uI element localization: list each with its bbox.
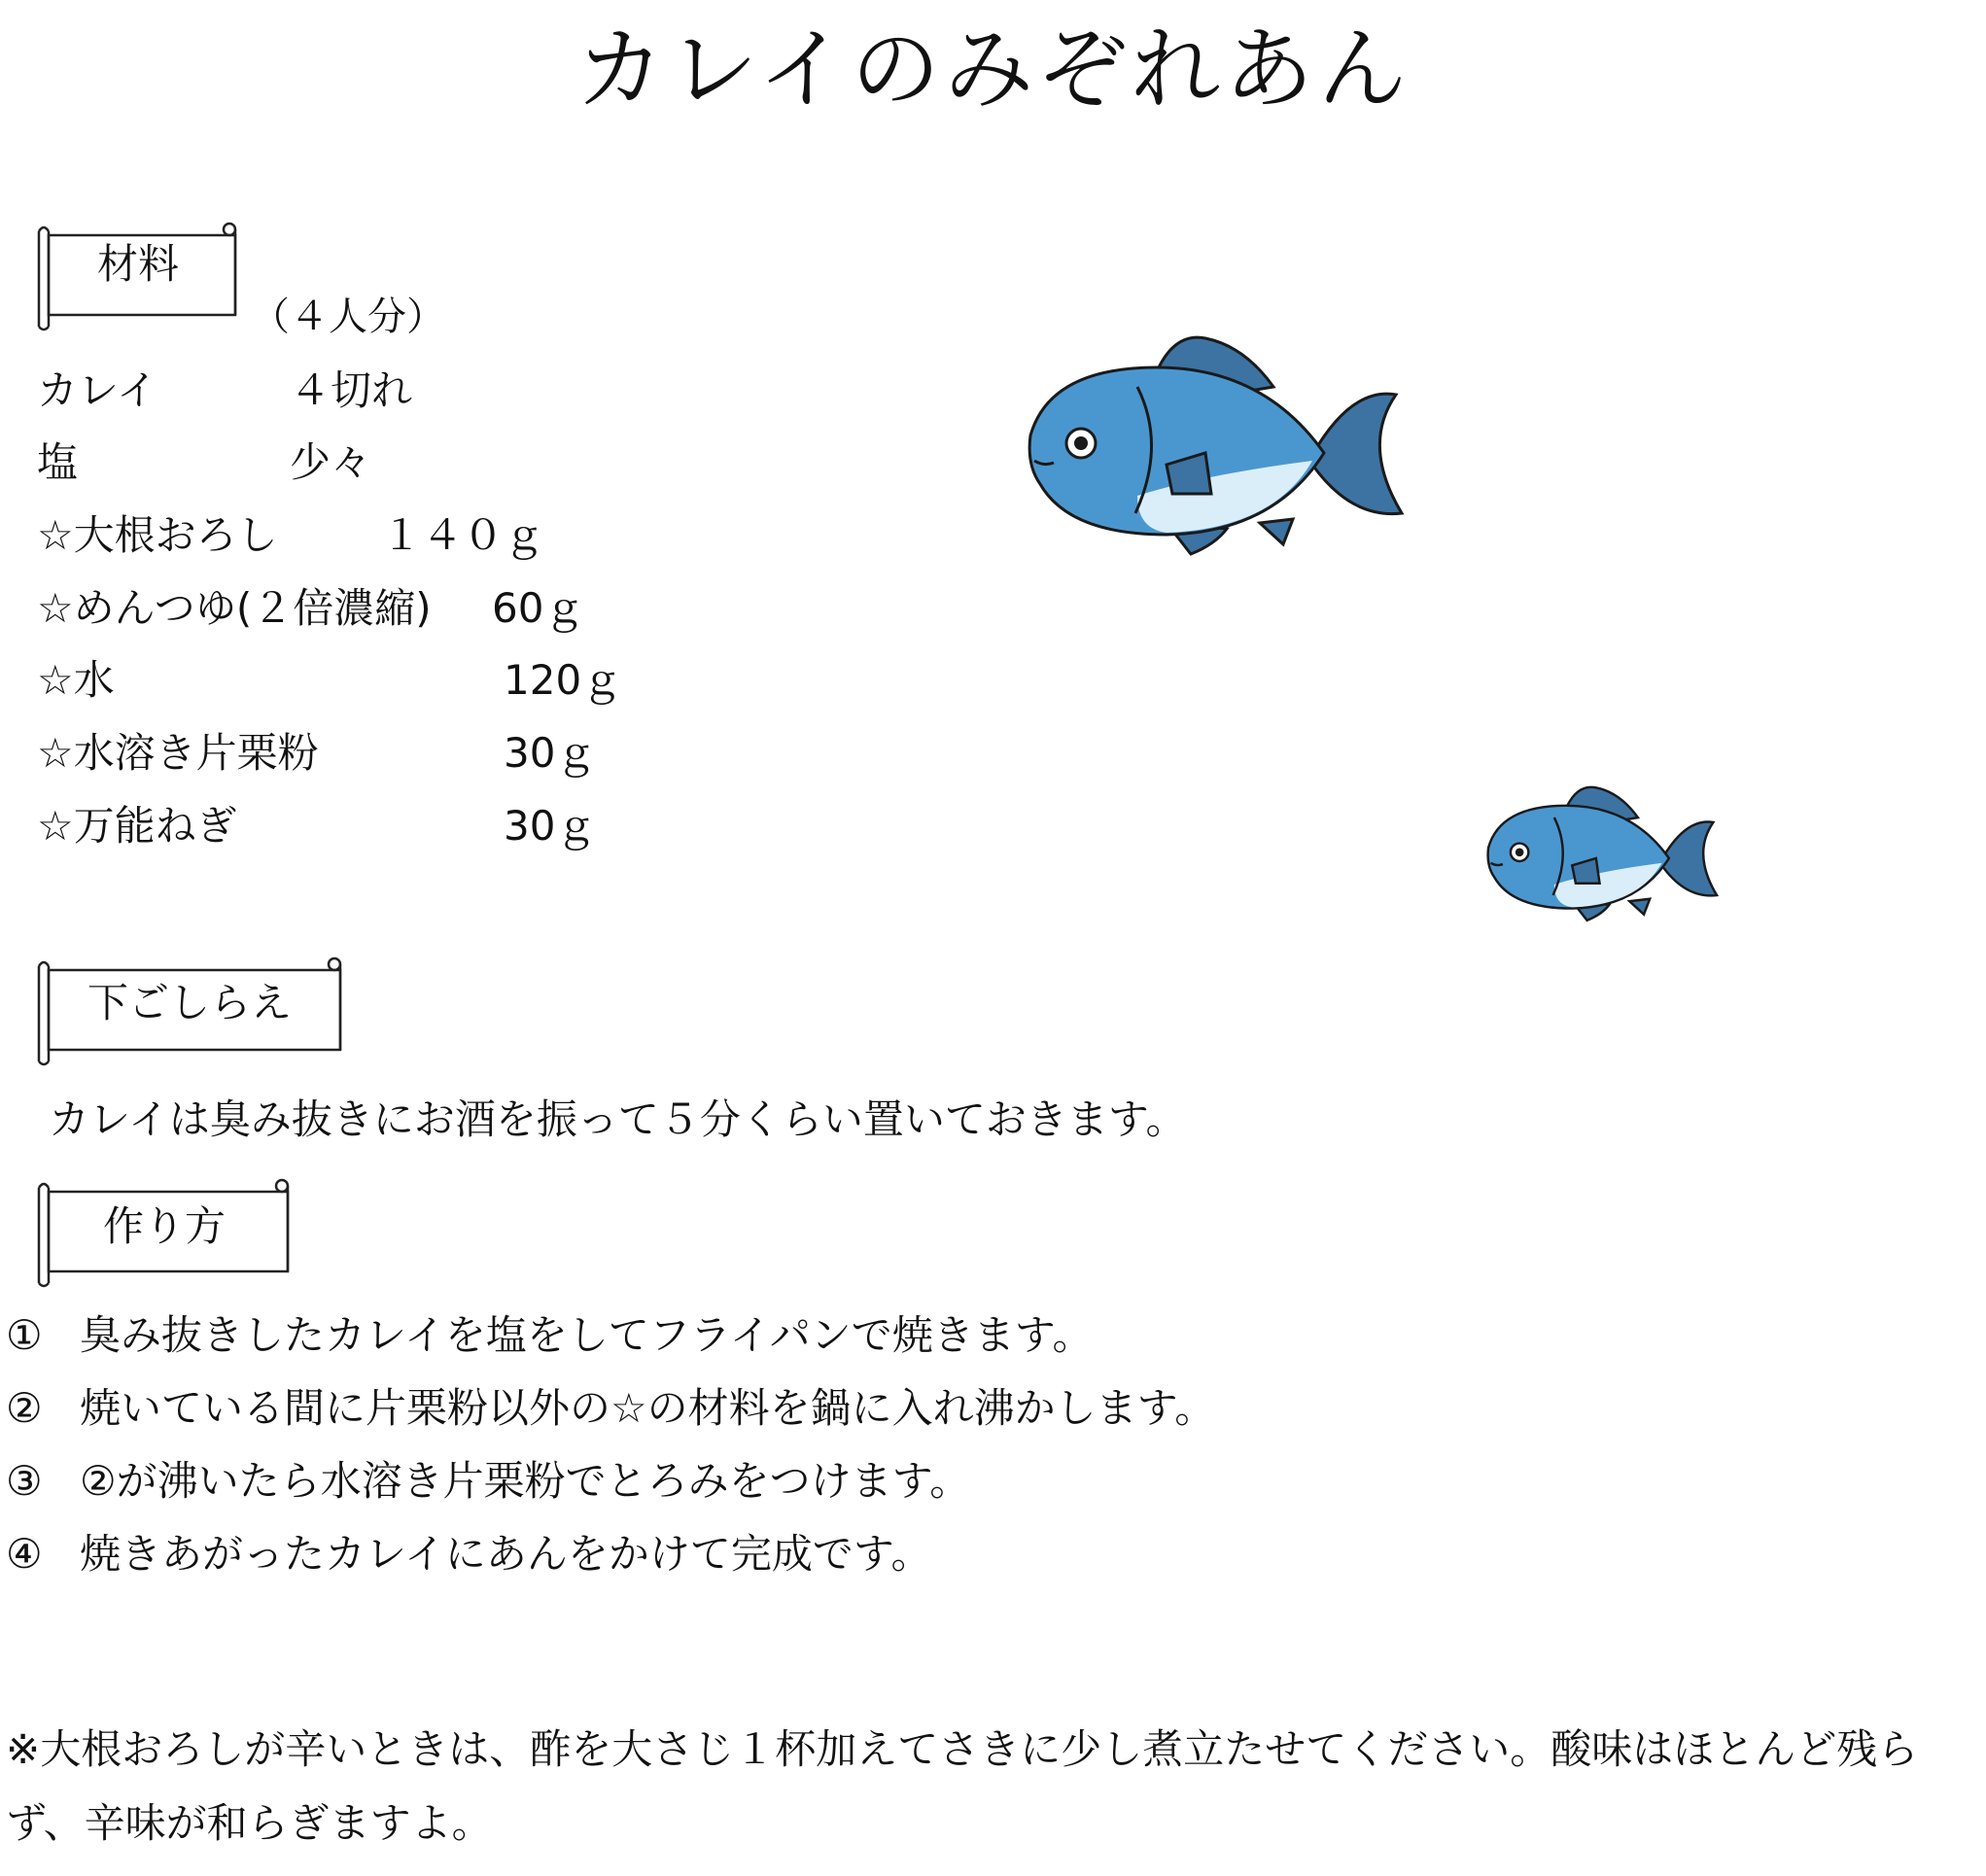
section-label-ingredients	[37, 222, 241, 315]
ingredient-amount: 30ｇ	[504, 802, 597, 850]
step-number: ③	[6, 1457, 43, 1505]
method-step	[6, 1377, 1215, 1440]
ingredient-name: ☆大根おろし	[37, 511, 278, 559]
cooking-tip-note: ※大根おろしが辛いときは、酢を大さじ１杯加えてさきに少し煮立たせてください。酸味はほとんど残らず、辛味が和らぎますよ。	[6, 1725, 1919, 1847]
ingredient-amount: 30ｇ	[504, 729, 597, 777]
ingredient-amount: 60ｇ	[492, 584, 585, 632]
ingredient-amount: １４０ｇ	[381, 511, 545, 559]
method-step	[6, 1523, 932, 1585]
section-label-text: 下ごしらえ	[87, 979, 293, 1026]
ingredient-name: ☆万能ねぎ	[37, 802, 237, 850]
page-title: カレイのみぞれあん	[575, 17, 1411, 122]
ingredient-name: カレイ	[37, 366, 157, 414]
ingredient-name: ☆水	[37, 656, 115, 704]
section-label-method	[37, 1178, 294, 1271]
fish-illustration-small-icon	[1482, 782, 1722, 925]
ingredient-amount: 少々	[290, 438, 372, 486]
section-label-text: 材料	[97, 240, 180, 288]
step-text: ②が沸いたら水溶き片栗粉でとろみをつけます。	[80, 1457, 971, 1505]
ingredient-name: 塩	[37, 438, 79, 486]
step-text: 臭み抜きしたカレイを塩をしてフライパンで焼きます。	[80, 1311, 1094, 1359]
ingredient-amount: ４切れ	[290, 366, 413, 414]
method-step	[6, 1304, 1093, 1367]
section-label-prep	[37, 956, 346, 1050]
method-step	[6, 1450, 970, 1512]
ingredient-name: ☆めんつゆ(２倍濃縮)	[37, 584, 432, 632]
step-text: 焼きあがったカレイにあんをかけて完成です。	[80, 1530, 932, 1578]
prep-text: カレイは臭み抜きにお酒を振って５分くらい置いておきます。	[49, 1095, 1187, 1143]
ingredient-name: ☆水溶き片栗粉	[37, 729, 319, 777]
servings: （４人分）	[251, 295, 445, 339]
step-number: ①	[6, 1311, 43, 1359]
ingredient-amount: 120ｇ	[504, 656, 623, 704]
step-number: ②	[6, 1384, 43, 1432]
step-text: 焼いている間に片栗粉以外の☆の材料を鍋に入れ沸かします。	[80, 1384, 1216, 1432]
fish-illustration-large-icon	[1021, 329, 1410, 562]
section-label-text: 作り方	[103, 1202, 226, 1250]
step-number: ④	[6, 1530, 43, 1578]
